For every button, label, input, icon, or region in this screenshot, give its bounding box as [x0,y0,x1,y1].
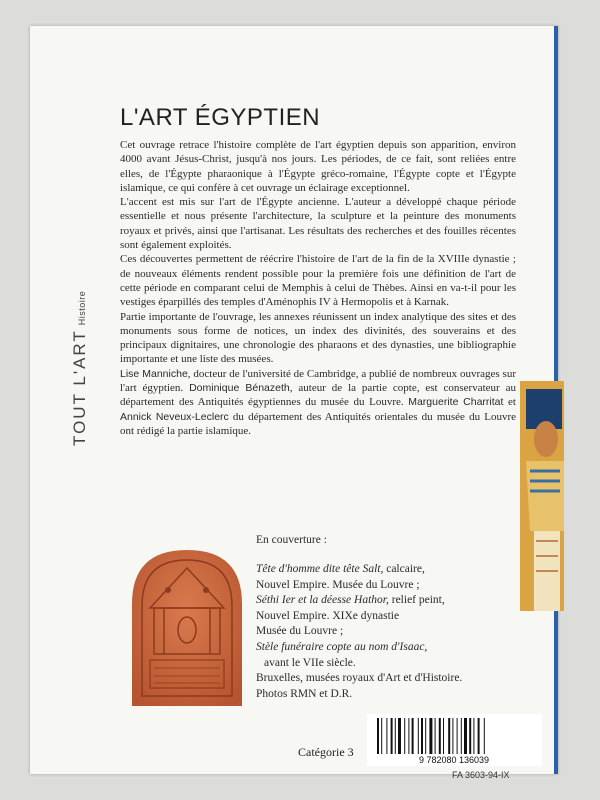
barcode-bar [429,718,432,754]
credit-text: relief peint, [388,594,445,607]
barcode-bar [443,718,444,754]
book-title: L'ART ÉGYPTIEN [120,104,321,131]
barcode-bar [448,718,450,754]
barcode-bar [478,718,480,754]
author-name: Marguerite Charritat [408,396,504,409]
credit-work-title: Tête d'homme dite tête Salt, [256,563,384,575]
series-subtitle: Histoire [77,290,87,326]
barcode-bar [425,718,426,754]
book-back-cover [30,26,558,780]
author-join: et [503,396,516,409]
isbn-digits: 9 782080 136039 [418,755,490,765]
credit-text: calcaire, [383,563,425,575]
barcode-bar [398,718,401,754]
cover-credits [256,562,518,702]
paragraph: Cet ouvrage retrace l'histoire complète de l'art égyptien depuis son apparition, environ 4000 avant Jésus-Christ, jusqu'à nos jours. Les périodes, de ce fait, sont reliées entre elles, de l'Égypte pharaonique à l'Égypte gréco-romaine, l'Égypte copte et l'Égypte islamique, ce qui confère à cet ouvrage un éclairage exceptionnel. [120,139,516,194]
credit-line: Nouvel Empire. XIXe dynastie [256,609,400,622]
barcode-bar [435,718,436,754]
stele-image [128,546,246,706]
author-text: , auteur de la partie copte, est conservateur au département des Antiquités égyptiennes du musée du Louvre. [120,382,516,409]
barcode [367,714,542,766]
credit-line [256,593,518,609]
paragraph: L'accent est mis sur l'art de l'Égypte ancienne. L'auteur a développé chaque période essentielle et nous présente l'architecture, la sculpture et la peinture des monuments royaux et privés, ainsi que l'artisanat. Les résultats des recherches et des fouilles récentes sont également exploités. [120,196,516,252]
barcode-bar [469,718,471,754]
barcode-bar [457,718,458,754]
barcode-bar [439,718,441,754]
author-name: Lise Manniche [120,367,188,380]
credit-line: Photos RMN et D.R. [256,687,353,700]
reference-code: FA 3603-94-IX [452,770,510,780]
barcode-bar [381,718,382,754]
paragraph: Ces découvertes permettent de réécrire l'histoire de l'art de la fin de la XVIIIe dynastie ; de nouveaux éléments rendent possible pour la première fois une définition de l'art de cette période en comparant celui de Memphis à celui de Thèbes. Ainsi en va-t-il pour les vestiges éparpillés des temples d'Aménophis IV à Hermopolis et à Karnak. [120,253,516,309]
barcode-bar [461,718,462,754]
barcode-bar [386,718,387,754]
barcode-bar [452,718,453,754]
author-text: , docteur de l'université de Cambridge, a publié de nombreux ouvrages sur l'art égyptien. [120,367,516,395]
credit-line [256,562,518,578]
cover-label: En couverture : [256,534,327,546]
credit-work-title: Stèle funéraire copte au nom d'Isaac, [256,640,428,653]
credit-work-title: Séthi Ier et la déesse Hathor, [256,594,389,607]
barcode-bar [412,718,414,754]
barcode-bar [484,718,485,754]
painted-relief-image [520,381,564,611]
category-label: Catégorie 3 [298,745,354,759]
series-label [70,291,90,446]
author-name: Dominique Bénazeth [189,382,290,395]
credit-line: Bruxelles, musées royaux d'Art et d'Histoire. [256,672,463,685]
barcode-bar [395,718,396,754]
author-name: Annick Neveux-Leclerc [120,410,229,423]
description [120,138,516,438]
barcode-bar [464,718,467,754]
barcode-bar [404,718,405,754]
credit-line: Nouvel Empire. Musée du Louvre ; [256,578,420,591]
barcode-bar [418,718,419,754]
credit-line [256,640,518,656]
credit-line: avant le VIIe siècle. [264,656,356,669]
barcode-bar [421,718,423,754]
series-name: TOUT L'ART [70,329,89,446]
credit-line: Musée du Louvre ; [256,625,344,638]
barcode-bar [391,718,393,754]
paragraph: Partie importante de l'ouvrage, les annexes réunissent un index analytique des sites et des monuments sous forme de notices, un index des divinités, des souverains et des principaux dignitaires, une chronologie des pharaons et des dynasties, une bibliographie importante et une liste des musées. [120,310,516,366]
barcode-bar [408,718,409,754]
author-text: du département des Antiquités orientales du musée du Louvre ont rédigé la partie islamique. [120,410,516,437]
barcode-bar [473,718,474,754]
authors-paragraph [120,367,516,438]
barcode-bar [377,718,379,754]
